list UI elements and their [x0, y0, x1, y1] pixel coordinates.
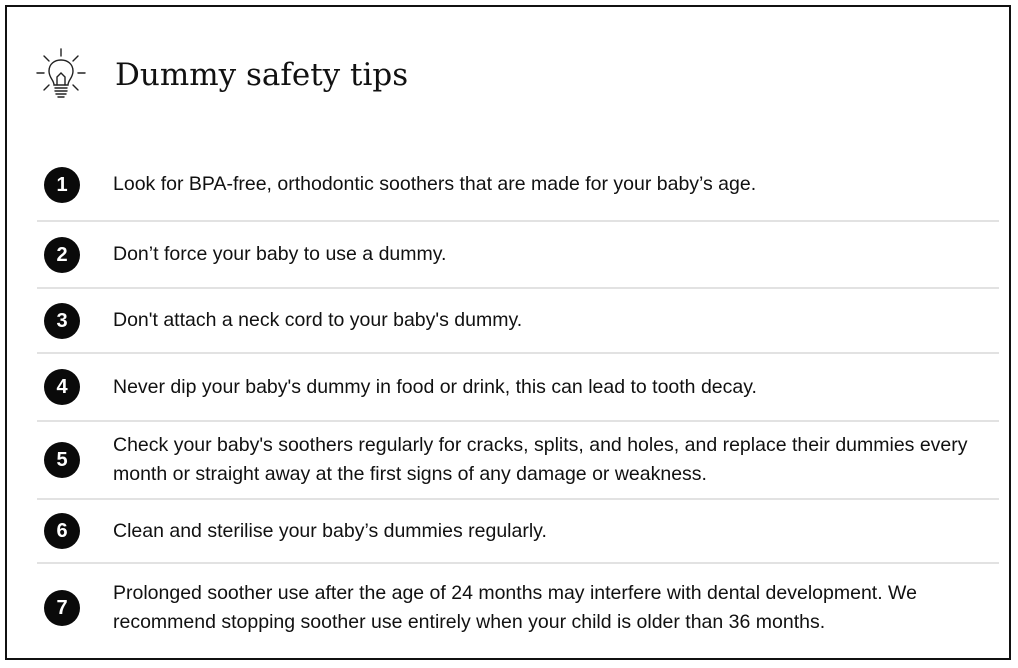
- number-badge: 1: [44, 167, 80, 203]
- page-title: Dummy safety tips: [115, 57, 409, 93]
- number-badge: 4: [44, 369, 80, 405]
- safety-tips-card: [5, 5, 1011, 660]
- list-item: [37, 422, 999, 500]
- number-badge: 2: [44, 237, 80, 273]
- list-item: [37, 354, 999, 422]
- lightbulb-icon: [35, 47, 87, 103]
- list-item: [37, 564, 999, 652]
- list-item: [37, 222, 999, 289]
- number-badge: 7: [44, 590, 80, 626]
- list-item: [37, 289, 999, 354]
- tip-text: Clean and sterilise your baby’s dummies regularly.: [113, 519, 547, 542]
- tip-text: Prolonged soother use after the age of 24 months may interfere with dental development. We recommend stopping soother use entirely when your child is older than 36 months.: [113, 582, 917, 633]
- tip-text: Don't attach a neck cord to your baby's dummy.: [113, 309, 523, 331]
- number-badge: 5: [44, 442, 80, 478]
- tip-text: Check your baby's soothers regularly for cracks, splits, and holes, and replace their dummies every month or straight away at the first signs of any damage or weakness.: [113, 434, 968, 485]
- card-header: [7, 7, 1009, 147]
- tip-text: Never dip your baby's dummy in food or drink, this can lead to tooth decay.: [113, 375, 757, 398]
- list-item: [37, 500, 999, 564]
- tips-list: [37, 149, 999, 652]
- number-badge: 6: [44, 513, 80, 549]
- number-badge: 3: [44, 303, 80, 339]
- tip-text: Look for BPA-free, orthodontic soothers that are made for your baby’s age.: [113, 173, 757, 195]
- tip-text: Don’t force your baby to use a dummy.: [113, 243, 447, 265]
- list-item: [37, 149, 999, 222]
